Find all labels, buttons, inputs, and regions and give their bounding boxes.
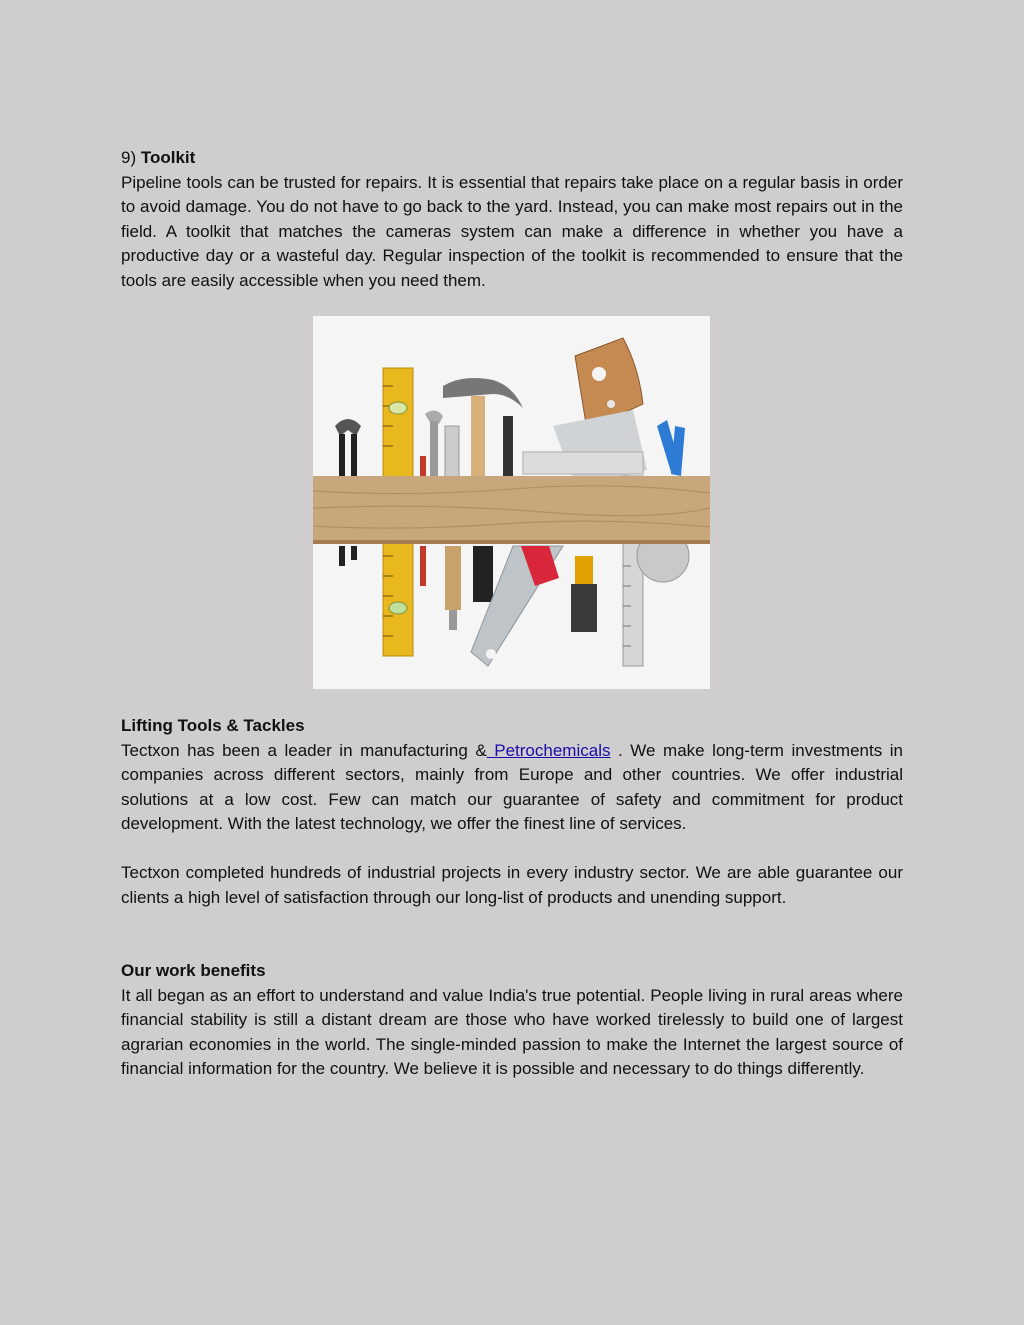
tools-on-wooden-plank-icon — [313, 316, 710, 689]
section-toolkit — [121, 146, 903, 293]
tools-illustration — [313, 316, 710, 689]
section-title: Lifting Tools & Tackles — [121, 716, 305, 735]
section-projects — [121, 861, 903, 910]
section-work-benefits — [121, 959, 903, 1082]
paragraph-text: . We make long-term investments in companies across different sectors, mainly from Europe and other countries. We offer industrial solutions at a low cost. Few can match our guarantee of safety and commitment for product development. With the latest technology, we offer the finest line of services. — [121, 740, 904, 833]
section-title: Toolkit — [140, 148, 196, 167]
section-paragraph: Pipeline tools can be trusted for repairs. It is essential that repairs take place on a regular basis in order to avoid damage. You do not have to go back to the yard. Instead, you can make most repairs out in the field. A toolkit that matches the cameras system can make a difference in whether you have a productive day or a wasteful day. Regular inspection of the toolkit is recommended to ensure that the tools are easily accessible when you need them. — [121, 172, 903, 290]
section-paragraph: Tectxon completed hundreds of industrial projects in every industry sector. We are able guarantee our clients a high level of satisfaction through our long-list of products and unending support. — [121, 863, 903, 907]
section-lifting-tools — [121, 714, 903, 837]
section-paragraph — [121, 739, 903, 837]
section-title: Our work benefits — [121, 961, 266, 980]
section-paragraph: It all began as an effort to understand and value India's true potential. People living in rural areas where financial stability is still a distant dream are those who have worked tirelessly to build one of largest agrarian economies in the world. The single-minded passion to make the Internet the largest source of financial information for the country. We believe it is possible and necessary to do things differently. — [121, 985, 903, 1078]
section-number: 9) — [121, 148, 141, 167]
petrochemicals-link[interactable]: Petrochemicals — [486, 740, 611, 760]
section-heading — [121, 146, 903, 171]
paragraph-text: Tectxon has been a leader in manufacturing & — [121, 740, 487, 760]
